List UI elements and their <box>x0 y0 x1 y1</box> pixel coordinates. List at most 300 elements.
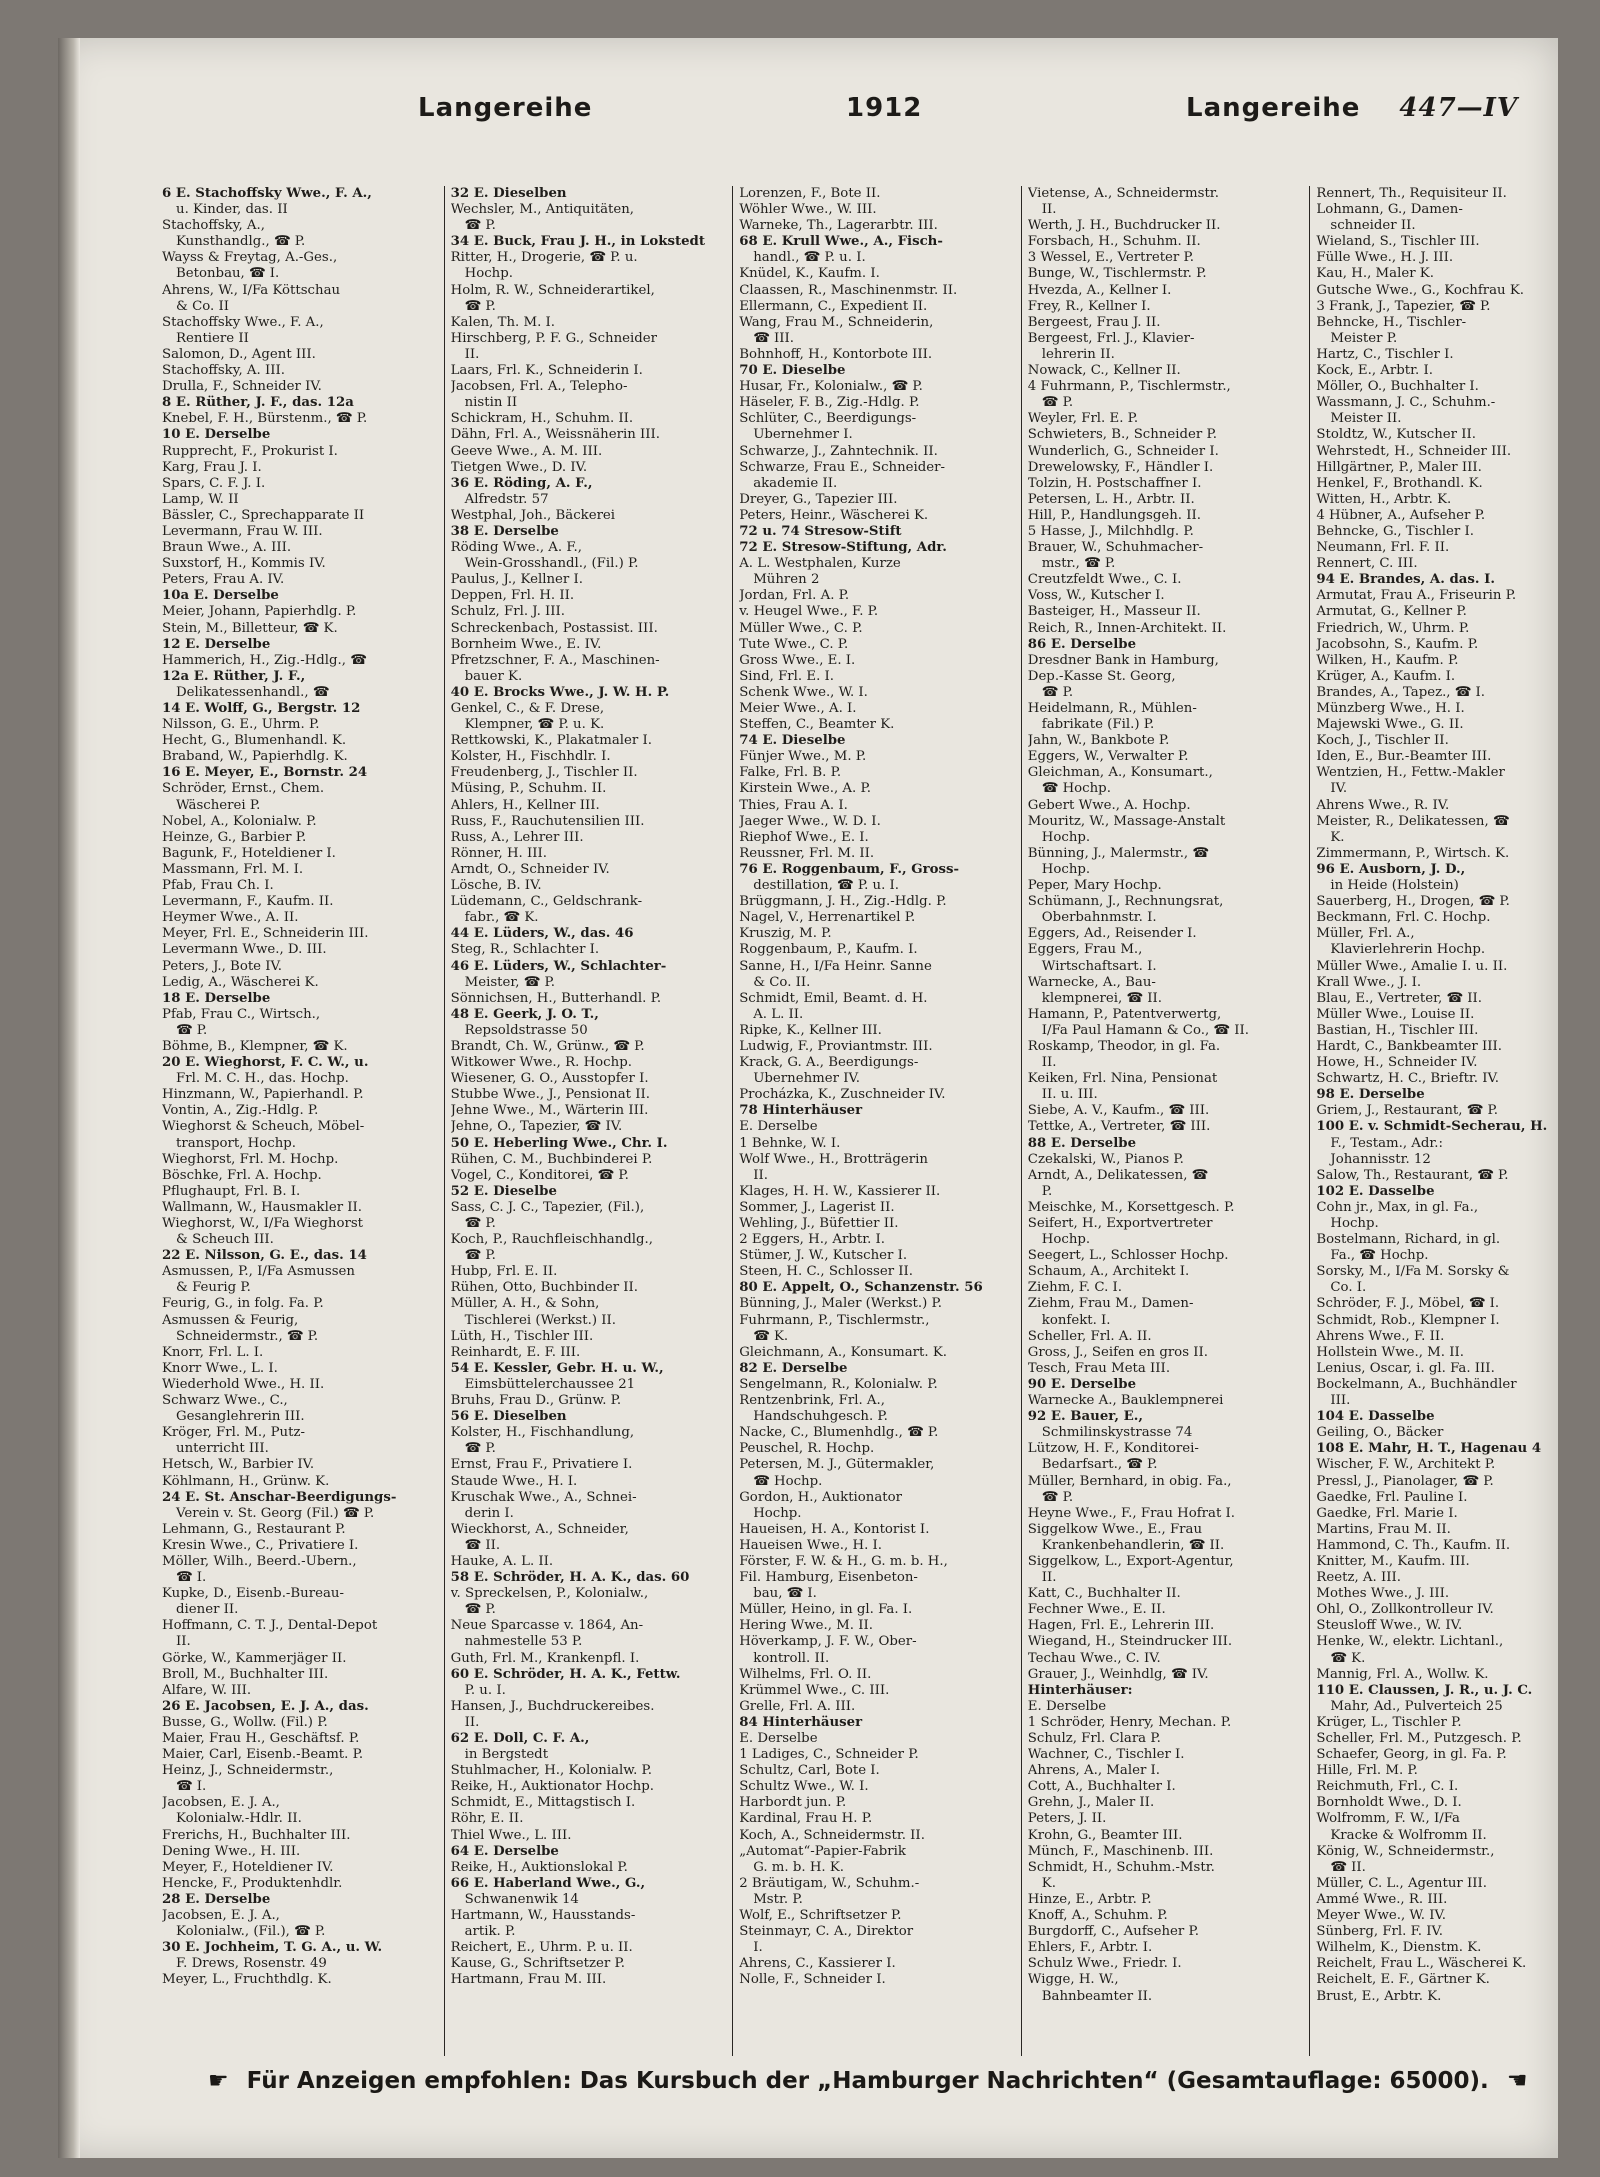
resident-entry: & Scheuch III. <box>176 1232 274 1248</box>
resident-entry: Techau Wwe., C. IV. <box>1027 1650 1161 1666</box>
resident-entry: lehrerin II. <box>1041 346 1115 362</box>
resident-entry: Wassmann, J. C., Schuhm.- <box>1316 395 1496 411</box>
resident-entry: 5 Hasse, J., Milchhdlg. P. <box>1027 523 1194 539</box>
resident-entry: Eimsbüttelerchaussee 21 <box>464 1376 636 1392</box>
house-number-entry: 34 E. Buck, Frau J. H., in Lokstedt <box>450 234 705 250</box>
resident-entry: Feurig, G., in folg. Fa. P. <box>162 1296 324 1312</box>
resident-entry: Lohmann, G., Damen- <box>1316 202 1463 218</box>
resident-entry: Bagunk, F., Hoteldiener I. <box>162 845 336 861</box>
resident-entry: Übernehmer IV. <box>753 1071 860 1087</box>
resident-entry: Warnecke, A., Bau- <box>1027 974 1156 990</box>
resident-entry: Meister II. <box>1330 411 1402 427</box>
resident-entry: Fülle Wwe., H. J. III. <box>1316 250 1454 266</box>
resident-entry: Martins, Frau M. II. <box>1316 1521 1451 1537</box>
resident-entry: Armutat, Frau A., Friseurin P. <box>1316 588 1517 604</box>
house-number-entry: 10a E. Derselbe <box>162 588 279 604</box>
resident-entry: Deppen, Frl. H. II. <box>450 588 575 604</box>
resident-entry: Basteiger, H., Masseur II. <box>1027 604 1201 620</box>
resident-entry: destillation, ☎ P. u. I. <box>753 878 900 894</box>
house-number-entry: 48 E. Geerk, J. O. T., <box>450 1006 599 1022</box>
resident-entry: Jahn, W., Bankbote P. <box>1027 733 1170 749</box>
resident-entry: konfekt. I. <box>1041 1312 1111 1328</box>
resident-entry: Schwartz, H. C., Brieftr. IV. <box>1316 1071 1500 1087</box>
resident-entry: Harbordt jun. P. <box>739 1795 847 1811</box>
resident-entry: Bunge, W., Tischlermstr. P. <box>1027 266 1207 282</box>
resident-entry: Brandt, Ch. W., Grünw., ☎ P. <box>450 1038 645 1054</box>
resident-entry: Wieland, S., Tischler III. <box>1316 234 1480 250</box>
resident-entry: Lehmann, G., Restaurant P. <box>162 1521 346 1537</box>
resident-entry: Lorenzen, F., Bote II. <box>739 186 881 201</box>
resident-entry: IV. <box>1330 781 1348 797</box>
resident-entry: Reich, R., Innen-Architekt. II. <box>1027 620 1227 636</box>
resident-entry: E. Derselbe <box>739 1119 818 1135</box>
resident-entry: K. <box>1330 829 1345 845</box>
resident-entry: Schaefer, Georg, in gl. Fa. P. <box>1316 1747 1507 1763</box>
resident-entry: Bastian, H., Tischler III. <box>1316 1022 1479 1038</box>
resident-entry: Frl. M. C. H., das. Hochp. <box>176 1071 349 1087</box>
resident-entry: Steen, H. C., Schlosser II. <box>739 1264 914 1280</box>
resident-entry: Knoff, A., Schuhm. P. <box>1027 1908 1168 1924</box>
resident-entry: Bockelmann, A., Buchhändler <box>1316 1376 1517 1392</box>
resident-entry: Heyne Wwe., F., Frau Hofrat I. <box>1027 1505 1236 1521</box>
resident-entry: Kunsthandlg., ☎ P. <box>176 234 306 250</box>
resident-entry: Werth, J. H., Buchdrucker II. <box>1027 218 1221 234</box>
resident-entry: Jaeger Wwe., W. D. I. <box>739 813 881 829</box>
resident-entry: Forsbach, H., Schuhm. II. <box>1027 234 1201 250</box>
resident-entry: transport, Hochp. <box>176 1135 297 1151</box>
resident-entry: Blau, E., Vertreter, ☎ II. <box>1316 990 1482 1006</box>
resident-entry: Röding Wwe., A. F., <box>450 540 582 556</box>
resident-entry: Levermann, F., Kaufm. II. <box>162 894 334 910</box>
resident-entry: Brauer, W., Schuhmacher- <box>1027 540 1204 556</box>
resident-entry: Arndt, O., Schneider IV. <box>450 861 610 877</box>
resident-entry: Reike, H., Auktionslokal P. <box>450 1859 628 1875</box>
resident-entry: Karg, Frau J. I. <box>162 459 262 475</box>
resident-entry: Rennert, Th., Requisiteur II. <box>1316 186 1507 201</box>
resident-entry: Jacobsen, E. J. A., <box>162 1908 280 1924</box>
resident-entry: Hencke, F., Produktenhdlr. <box>162 1875 343 1891</box>
resident-entry: Hecht, G., Blumenhandl. K. <box>162 733 347 749</box>
resident-entry: 1 Behnke, W. I. <box>739 1135 841 1151</box>
resident-entry: II. <box>176 1634 191 1650</box>
resident-entry: Meister, ☎ P. <box>464 974 555 990</box>
resident-entry: Arndt, A., Delikatessen, ☎ <box>1027 1167 1209 1183</box>
resident-entry: Henkel, F., Brothandl. K. <box>1316 475 1483 491</box>
resident-entry: Koch, P., Rauchfleischhandlg., <box>450 1232 654 1248</box>
resident-entry: Neumann, Frl. F. II. <box>1316 540 1450 556</box>
resident-entry: derin I. <box>464 1505 514 1521</box>
resident-entry: Thies, Frau A. I. <box>739 797 848 813</box>
resident-entry: Wachner, C., Tischler I. <box>1027 1747 1185 1763</box>
resident-entry: artik. P. <box>464 1924 516 1940</box>
resident-entry: Geiling, O., Bäcker <box>1316 1425 1444 1441</box>
house-number-entry: 102 E. Dasselbe <box>1316 1183 1435 1199</box>
resident-entry: Alfare, W. III. <box>162 1682 252 1698</box>
house-number-entry: 20 E. Wieghorst, F. C. W., u. <box>162 1055 369 1071</box>
house-number-entry: 68 E. Krull Wwe., A., Fisch- <box>739 234 943 250</box>
resident-entry: Möller, Wilh., Beerd.-Übern., <box>162 1553 357 1569</box>
resident-entry: Müller, A. H., & Sohn, <box>450 1296 600 1312</box>
resident-entry: Tute Wwe., C. P. <box>739 636 849 652</box>
resident-entry: Koch, J., Tischler II. <box>1316 733 1449 749</box>
resident-entry: Rupprecht, F., Prokurist I. <box>162 443 338 459</box>
resident-entry: Tischlerei (Werkst.) II. <box>464 1312 616 1328</box>
resident-entry: Kock, E., Arbtr. I. <box>1316 363 1433 379</box>
resident-entry: Bostelmann, Richard, in gl. <box>1316 1232 1501 1248</box>
column-2 <box>445 186 734 2056</box>
resident-entry: Sauerberg, H., Drogen, ☎ P. <box>1316 894 1510 910</box>
resident-entry: Müller Wwe., Amalie I. u. II. <box>1316 958 1508 974</box>
resident-entry: Fechner Wwe., E. II. <box>1027 1602 1166 1618</box>
resident-entry: ☎ P. <box>464 1441 496 1457</box>
resident-entry: Riephof Wwe., E. I. <box>739 829 869 845</box>
resident-entry: Kresin Wwe., C., Privatiere I. <box>162 1537 359 1553</box>
resident-entry: Hartz, C., Tischler I. <box>1316 346 1454 362</box>
resident-entry: Schwieters, B., Schneider P. <box>1027 427 1217 443</box>
resident-entry: Hille, Frl. M. P. <box>1316 1763 1418 1779</box>
house-number-entry: 58 E. Schröder, H. A. K., das. 60 <box>450 1570 690 1586</box>
resident-entry: Krack, G. A., Beerdigungs- <box>739 1055 919 1071</box>
resident-entry: Grauer, J., Weinhdlg, ☎ IV. <box>1027 1666 1209 1682</box>
resident-entry: Fünjer Wwe., M. P. <box>739 749 867 765</box>
house-number-entry: 88 E. Derselbe <box>1027 1135 1137 1151</box>
resident-entry: Schwarz Wwe., C., <box>162 1393 288 1409</box>
resident-entry: 3 Wessel, E., Vertreter P. <box>1027 250 1194 266</box>
resident-entry: Müller, C. L., Agentur III. <box>1316 1875 1487 1891</box>
resident-entry: Petersen, M. J., Gütermakler, <box>739 1457 935 1473</box>
resident-entry: Mühren 2 <box>753 572 820 588</box>
resident-entry: Möller, O., Buchhalter I. <box>1316 379 1479 395</box>
resident-entry: fabr., ☎ K. <box>464 910 539 926</box>
house-number-entry: 72 E. Stresow-Stiftung, Adr. <box>739 540 947 556</box>
resident-entry: Freudenberg, J., Tischler II. <box>450 765 638 781</box>
house-number-entry: 110 E. Claussen, J. R., u. J. C. <box>1316 1682 1533 1698</box>
resident-entry: Siggelkow Wwe., E., Frau <box>1027 1521 1203 1537</box>
house-number-entry: 60 E. Schröder, H. A. K., Fettw. <box>450 1666 681 1682</box>
resident-entry: Hagen, Frl. E., Lehrerin III. <box>1027 1618 1215 1634</box>
resident-entry: & Co. II. <box>753 974 811 990</box>
resident-entry: Lösche, B. IV. <box>450 878 542 894</box>
resident-entry: Meyer, L., Fruchthdlg. K. <box>162 1972 332 1988</box>
resident-entry: Hochp. <box>1041 861 1091 877</box>
resident-entry: Ziehm, Frau M., Damen- <box>1027 1296 1194 1312</box>
resident-entry: Wolf, E., Schriftsetzer P. <box>739 1908 902 1924</box>
resident-entry: Schümann, J., Rechnungsrat, <box>1027 894 1224 910</box>
resident-entry: Sönnichsen, H., Butterhandl. P. <box>450 990 662 1006</box>
resident-entry: Wöhler Wwe., W. III. <box>739 202 877 218</box>
resident-entry: Wieghorst & Scheuch, Möbel- <box>162 1119 365 1135</box>
resident-entry: Vietense, A., Schneidermstr. <box>1027 186 1219 201</box>
resident-entry: Schmilinskystrasse 74 <box>1041 1425 1193 1441</box>
resident-entry: Guth, Frl. M., Krankenpfl. I. <box>450 1650 640 1666</box>
resident-entry: Jacobsen, Frl. A., Telepho- <box>450 379 628 395</box>
resident-entry: Meier Wwe., A. I. <box>739 701 857 716</box>
resident-entry: Hammerich, H., Zig.-Hdlg., ☎ <box>162 652 367 668</box>
resident-entry: Schlüter, C., Beerdigungs- <box>739 411 917 427</box>
resident-entry: Meischke, M., Korsettgesch. P. <box>1027 1199 1235 1215</box>
resident-entry: ☎ II. <box>1330 1859 1366 1875</box>
resident-entry: Kracke & Wolfromm II. <box>1330 1827 1487 1843</box>
resident-entry: II. <box>1041 1055 1057 1071</box>
resident-entry: Heidelmann, R., Mühlen- <box>1027 701 1197 716</box>
resident-entry: Witten, H., Arbtr. K. <box>1316 491 1452 507</box>
resident-entry: Eggers, Ad., Reisender I. <box>1027 926 1197 942</box>
resident-entry: Wein-Grosshandl., (Fil.) P. <box>464 556 639 572</box>
resident-entry: Holm, R. W., Schneiderartikel, <box>450 282 655 298</box>
resident-entry: handl., ☎ P. u. I. <box>753 250 866 266</box>
house-number-entry: 18 E. Derselbe <box>162 990 271 1006</box>
resident-entry: Schulz, Frl. Clara P. <box>1027 1731 1161 1746</box>
resident-entry: Wieckhorst, A., Schneider, <box>450 1521 629 1537</box>
resident-entry: Peper, Mary Hochp. <box>1027 878 1162 894</box>
footer-text: Für Anzeigen empfohlen: Das Kursbuch der „Hamburger Nachrichten“ (Gesamtauflage: 65000). <box>246 2068 1489 2094</box>
resident-entry: Sanne, H., I/Fa Heinr. Sanne <box>739 958 932 974</box>
resident-entry: Zimmermann, P., Wirtsch. K. <box>1316 845 1510 861</box>
resident-entry: Ledig, A., Wäscherei K. <box>162 974 319 990</box>
book-spine-shadow <box>58 38 80 2158</box>
resident-entry: Sass, C. J. C., Tapezier, (Fil.), <box>450 1199 645 1215</box>
resident-entry: Kause, G., Schriftsetzer P. <box>450 1956 625 1972</box>
resident-entry: Pflughaupt, Frl. B. I. <box>162 1183 301 1199</box>
resident-entry: Husar, Fr., Kolonialw., ☎ P. <box>739 379 923 395</box>
resident-entry: Majewski Wwe., G. II. <box>1316 717 1464 733</box>
resident-entry: Wayss & Freytag, A.-Ges., <box>162 250 338 266</box>
house-number-entry: 8 E. Rüther, J. F., das. 12a <box>162 395 354 411</box>
house-number-entry: 100 E. v. Schmidt-Secherau, H. <box>1316 1119 1548 1135</box>
resident-entry: Levermann, Frau W. III. <box>162 523 323 539</box>
resident-entry: Meier, Johann, Papierhdlg. P. <box>162 604 357 620</box>
resident-entry: Spars, C. F. J. I. <box>162 475 266 491</box>
resident-entry: ☎ P. <box>176 1022 208 1038</box>
resident-entry: bau, ☎ I. <box>753 1586 817 1602</box>
house-number-entry: 32 E. Dieselben <box>450 186 567 201</box>
resident-entry: Münch, F., Maschinenb. III. <box>1027 1843 1214 1859</box>
resident-entry: Kruszig, M. P. <box>739 926 832 942</box>
resident-entry: Levermann Wwe., D. III. <box>162 942 327 958</box>
resident-entry: Hoffmann, C. T. J., Dental-Depot <box>162 1618 378 1634</box>
house-number-entry: 46 E. Lüders, W., Schlachter- <box>450 958 667 974</box>
resident-entry: Schaum, A., Architekt I. <box>1027 1264 1190 1280</box>
house-number-entry: 50 E. Heberling Wwe., Chr. I. <box>450 1135 668 1151</box>
resident-entry: Schulz, Frl. J. III. <box>450 604 566 620</box>
resident-entry: Heinze, G., Barbier P. <box>162 829 307 845</box>
resident-entry: Broll, M., Buchhalter III. <box>162 1666 329 1682</box>
resident-entry: Suxstorf, H., Kommis IV. <box>162 556 326 572</box>
resident-entry: Co. I. <box>1330 1280 1367 1296</box>
resident-entry: Beckmann, Frl. C. Hochp. <box>1316 910 1491 926</box>
resident-entry: Peters, J., Bote IV. <box>162 958 283 974</box>
resident-entry: Warnecke A., Bauklempnerei <box>1027 1393 1224 1409</box>
resident-entry: K. <box>1041 1875 1056 1891</box>
resident-entry: Bünning, J., Maler (Werkst.) P. <box>739 1296 942 1312</box>
resident-entry: Müller, Heino, in gl. Fa. I. <box>739 1602 913 1618</box>
resident-entry: Behncke, G., Tischler I. <box>1316 523 1474 539</box>
resident-entry: Gaedke, Frl. Marie I. <box>1316 1505 1458 1521</box>
resident-entry: Dähn, Frl. A., Weissnäherin III. <box>450 427 660 443</box>
resident-entry: Knorr Wwe., L. I. <box>162 1360 278 1376</box>
street-name-right: Langereihe <box>1186 93 1361 123</box>
resident-entry: ☎ I. <box>176 1570 207 1586</box>
house-number-entry: 78 Hinterhäuser <box>739 1103 863 1119</box>
resident-entry: Hochp. <box>1041 829 1091 845</box>
resident-entry: Pfab, Frau C., Wirtsch., <box>162 1006 321 1022</box>
resident-entry: Geeve Wwe., A. M. III. <box>450 443 603 459</box>
resident-entry: Schmidt, Emil, Beamt. d. H. <box>739 990 928 1006</box>
resident-entry: ☎ P. <box>464 1248 496 1264</box>
resident-entry: Kupke, D., Eisenb.-Bureau- <box>162 1586 344 1602</box>
resident-entry: Hvezda, A., Kellner I. <box>1027 282 1172 298</box>
page-header <box>118 93 1518 153</box>
resident-entry: II. <box>1041 202 1057 218</box>
resident-entry: Reichelt, Frau L., Wäscherei K. <box>1316 1956 1527 1972</box>
resident-entry: Kröger, Frl. M., Putz- <box>162 1425 305 1441</box>
resident-entry: Vogel, C., Konditorei, ☎ P. <box>450 1167 629 1183</box>
resident-entry: Staude Wwe., H. I. <box>450 1473 578 1489</box>
resident-entry: Burgdorff, C., Aufseher P. <box>1027 1924 1199 1940</box>
resident-entry: Fil. Hamburg, Eisenbeton- <box>739 1570 918 1586</box>
resident-entry: Wechsler, M., Antiquitäten, <box>450 202 635 218</box>
resident-entry: ☎ P. <box>1041 395 1074 411</box>
resident-entry: Mannig, Frl. A., Wollw. K. <box>1316 1666 1489 1682</box>
street-name-left: Langereihe <box>418 93 593 123</box>
resident-entry: Tesch, Frau Meta III. <box>1027 1360 1171 1376</box>
resident-entry: Ellermann, C., Expedient II. <box>739 298 928 314</box>
house-number-entry: 70 E. Dieselbe <box>739 363 846 379</box>
house-number-entry: 40 E. Brocks Wwe., J. W. H. P. <box>450 684 670 700</box>
resident-entry: Weyler, Frl. E. P. <box>1027 411 1139 427</box>
resident-entry: Hartmann, Frau M. III. <box>450 1972 607 1988</box>
resident-entry: Schmidt, E., Mittagstisch I. <box>450 1795 636 1811</box>
resident-entry: Grelle, Frl. A. III. <box>739 1698 856 1714</box>
resident-entry: Rühen, C. M., Buchbinderei P. <box>450 1151 653 1167</box>
resident-entry: Wolf Wwe., H., Brotträgerin <box>739 1151 928 1167</box>
resident-entry: Falke, Frl. B. P. <box>739 765 842 781</box>
resident-entry: v. Heugel Wwe., F. P. <box>739 604 879 620</box>
resident-entry: Nilsson, G. E., Uhrm. P. <box>162 717 320 733</box>
resident-entry: Wilken, H., Kaufm. P. <box>1316 652 1459 668</box>
resident-entry: Ahlers, H., Kellner III. <box>450 797 600 813</box>
resident-entry: Maier, Carl, Eisenb.-Beamt. P. <box>162 1747 364 1763</box>
resident-entry: Rönner, H. III. <box>450 845 547 861</box>
resident-entry: Pfretzschner, F. A., Maschinen- <box>450 652 660 668</box>
resident-entry: Schwarze, J., Zahntechnik. II. <box>739 443 938 459</box>
resident-entry: Gesanglehrerin III. <box>176 1409 305 1425</box>
resident-entry: Nolle, F., Schneider I. <box>739 1972 886 1988</box>
resident-entry: Ahrens, C., Kassierer I. <box>739 1956 896 1972</box>
resident-entry: Reinhardt, E. F. III. <box>450 1344 581 1360</box>
resident-entry: 1 Ladiges, C., Schneider P. <box>739 1747 919 1763</box>
resident-entry: Claassen, R., Maschinenmstr. II. <box>739 282 958 298</box>
address-columns <box>156 186 1558 2056</box>
resident-entry: Petersen, L. H., Arbtr. II. <box>1027 491 1195 507</box>
resident-entry: Meister, R., Delikatessen, ☎ <box>1316 813 1510 829</box>
resident-entry: ☎ K. <box>1330 1650 1366 1666</box>
house-number-entry: 66 E. Haberland Wwe., G., <box>450 1875 646 1891</box>
resident-entry: Schröder, F. J., Möbel, ☎ I. <box>1316 1296 1500 1312</box>
house-number-entry: 92 E. Bauer, E., <box>1027 1409 1143 1425</box>
resident-entry: Grehn, J., Maler II. <box>1027 1795 1155 1811</box>
resident-entry: Kolonialw.-Hdlr. II. <box>176 1811 302 1827</box>
resident-entry: Fa., ☎ Hochp. <box>1330 1248 1429 1264</box>
resident-entry: Neue Sparcasse v. 1864, An- <box>450 1618 644 1634</box>
resident-entry: Roskamp, Theodor, in gl. Fa. <box>1027 1038 1221 1054</box>
house-number-entry: 36 E. Röding, A. F., <box>450 475 593 491</box>
resident-entry: Ohl, O., Zollkontrolleur IV. <box>1316 1602 1494 1618</box>
resident-entry: Bornholdt Wwe., D. I. <box>1316 1795 1462 1811</box>
resident-entry: Kolonialw., (Fil.), ☎ P. <box>176 1924 326 1940</box>
resident-entry: Genkel, C., & F. Drese, <box>450 701 605 716</box>
resident-entry: Wäscherei P. <box>176 797 261 813</box>
resident-entry: Ammé Wwe., R. III. <box>1316 1891 1448 1907</box>
resident-entry: Brandes, A., Tapez., ☎ I. <box>1316 684 1486 700</box>
resident-entry: Schulz Wwe., Friedr. I. <box>1027 1956 1182 1972</box>
resident-entry: Bahnbeamter II. <box>1041 1988 1153 2004</box>
resident-entry: Klavierlehrerin Hochp. <box>1330 942 1486 958</box>
resident-entry: Eggers, W., Verwalter P. <box>1027 749 1189 765</box>
resident-entry: Asmussen & Feurig, <box>162 1312 299 1328</box>
resident-entry: Hubp, Frl. E. II. <box>450 1264 558 1280</box>
resident-entry: Sengelmann, R., Kolonialw. P. <box>739 1376 938 1392</box>
resident-entry: Heinz, J., Schneidermstr., <box>162 1763 334 1779</box>
resident-entry: Bünning, J., Malermstr., ☎ <box>1027 845 1209 861</box>
resident-entry: Dening Wwe., H. III. <box>162 1843 301 1859</box>
house-number-entry: 84 Hinterhäuser <box>739 1714 863 1730</box>
house-number-entry: 30 E. Jochheim, T. G. A., u. W. <box>162 1940 383 1956</box>
resident-entry: Hamann, P., Patentverwertg, <box>1027 1006 1222 1022</box>
resident-entry: Gutsche Wwe., G., Kochfrau K. <box>1316 282 1525 298</box>
resident-entry: II. u. III. <box>1041 1087 1098 1103</box>
resident-entry: Siggelkow, L., Export-Agentur, <box>1027 1553 1234 1569</box>
resident-entry: Ahrens, W., I/Fa Köttschau <box>162 282 341 298</box>
house-number-entry: 104 E. Dasselbe <box>1316 1409 1435 1425</box>
resident-entry: Drulla, F., Schneider IV. <box>162 379 322 395</box>
resident-entry: Köhlmann, H., Grünw. K. <box>162 1473 330 1489</box>
resident-entry: Reichert, E., Uhrm. P. u. II. <box>450 1940 633 1956</box>
resident-entry: III. <box>1330 1393 1351 1409</box>
resident-entry: Pfab, Frau Ch. I. <box>162 878 274 894</box>
resident-entry: Wehling, J., Büfettier II. <box>739 1216 899 1231</box>
resident-entry: Nacke, C., Blumenhdlg., ☎ P. <box>739 1425 939 1441</box>
page-number: 447—IV <box>1399 93 1518 123</box>
resident-entry: Armutat, G., Kellner P. <box>1316 604 1467 620</box>
resident-entry: Czekalski, W., Pianos P. <box>1027 1151 1184 1167</box>
resident-entry: Fuhrmann, P., Tischlermstr., <box>739 1312 930 1328</box>
resident-entry: 3 Frank, J., Tapezier, ☎ P. <box>1316 298 1491 314</box>
resident-entry: Ripke, K., Kellner III. <box>739 1022 882 1038</box>
resident-entry: Schultz Wwe., W. I. <box>739 1779 869 1795</box>
resident-entry: Hollstein Wwe., M. II. <box>1316 1344 1464 1360</box>
resident-entry: Haueisen Wwe., H. I. <box>739 1537 883 1553</box>
resident-entry: Nowack, C., Kellner II. <box>1027 363 1181 379</box>
resident-entry: Krüger, L., Tischler P. <box>1316 1714 1462 1730</box>
house-number-entry: 64 E. Derselbe <box>450 1843 559 1859</box>
resident-entry: Koch, A., Schneidermstr. II. <box>739 1827 925 1843</box>
resident-entry: Kalen, Th. M. I. <box>450 314 556 330</box>
resident-entry: Seifert, H., Exportvertreter <box>1027 1216 1213 1231</box>
resident-entry: Busse, G., Wollw. (Fil.) P. <box>162 1714 328 1730</box>
resident-entry: Jehne Wwe., M., Wärterin III. <box>450 1103 649 1119</box>
resident-entry: Stein, M., Billetteur, ☎ K. <box>162 620 338 636</box>
resident-entry: Katt, C., Buchhalter II. <box>1027 1586 1181 1602</box>
resident-entry: Kolster, H., Fischhandlung, <box>450 1425 635 1441</box>
resident-entry: G. m. b. H. K. <box>753 1859 845 1875</box>
resident-entry: Hochp. <box>1041 1232 1091 1248</box>
resident-entry: Hill, P., Handlungsgeh. II. <box>1027 507 1201 523</box>
resident-entry: Keiken, Frl. Nina, Pensionat <box>1027 1071 1218 1087</box>
resident-entry: Krüger, A., Kaufm. I. <box>1316 668 1456 684</box>
resident-entry: Gebert Wwe., A. Hochp. <box>1027 797 1191 813</box>
resident-entry: P. u. I. <box>464 1682 506 1698</box>
